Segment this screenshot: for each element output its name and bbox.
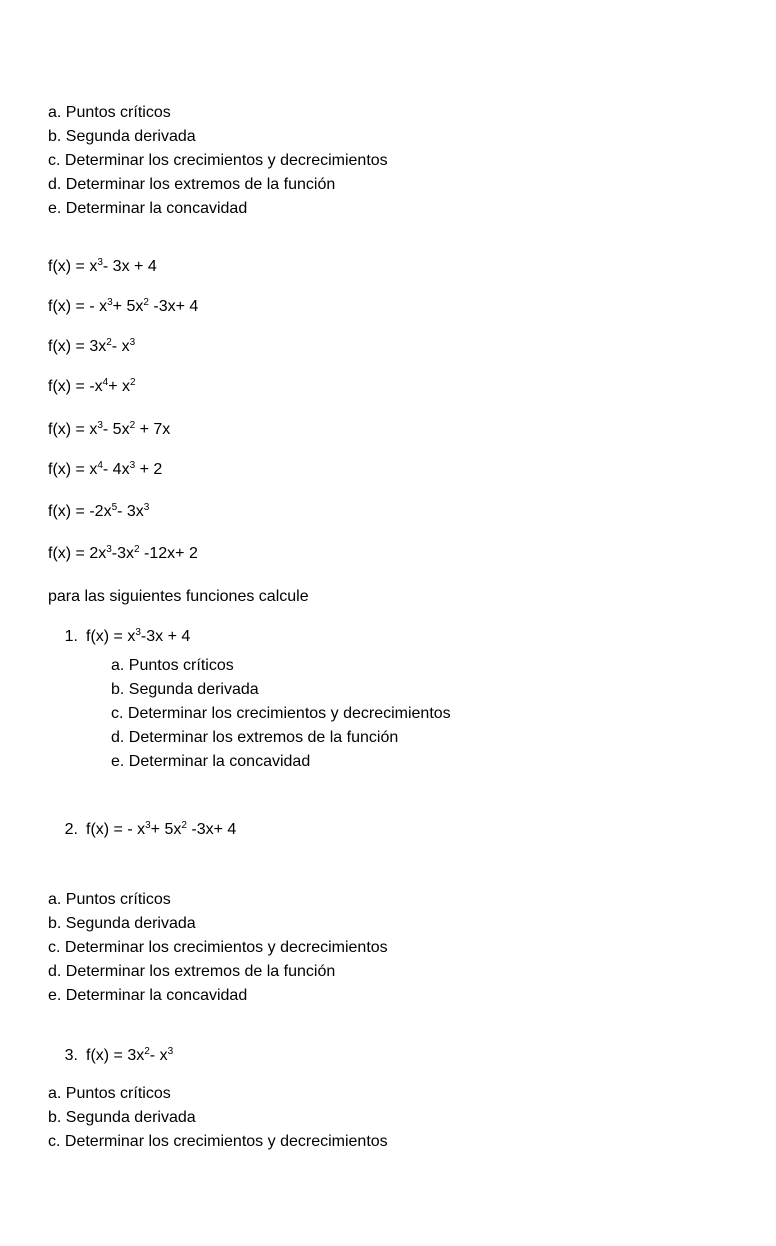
function-line: $f(x) = x^3-$ 3x + 4 <box>48 257 157 275</box>
function-line: $f(x) = 2x^3-3x^2$ -12x+ 2 <box>48 544 198 562</box>
task-item: a. Puntos críticos <box>48 104 171 121</box>
task-item: a. Puntos críticos <box>48 891 171 908</box>
task-item: a. Puntos críticos <box>48 1085 171 1102</box>
function-line: $f(x) = -2x^5-$ $3x^3$ <box>48 502 150 520</box>
list-number: 2. <box>64 821 78 838</box>
function-line: $f(x) = x^3-$ $5x^2 + 7x$ <box>48 420 171 438</box>
task-item: b. Segunda derivada <box>48 128 196 145</box>
task-item: d. Determinar los extremos de la función <box>111 729 399 746</box>
problem-1-tasks <box>111 654 756 774</box>
task-item: e. Determinar la concavidad <box>111 753 311 770</box>
problem-2-header: 2. f(x) = - $x^3+ 5x^2$ -3x+ 4 <box>48 820 236 840</box>
task-item: c. Determinar los crecimientos y decrecimientos <box>48 1133 388 1150</box>
task-item: e. Determinar la concavidad <box>48 987 248 1004</box>
problem-1-header: 1. $f(x) = x^3-3x + 4$ <box>48 627 190 647</box>
function-line: $f(x) = 3x^2-$ $x^3$ <box>48 337 136 355</box>
function-line: $f(x) = x^4-$ $4x^3 + 2$ <box>48 460 163 478</box>
task-item: a. Puntos críticos <box>111 657 234 674</box>
task-item: d. Determinar los extremos de la función <box>48 176 336 193</box>
task-list-top <box>48 101 756 221</box>
task-item: b. Segunda derivada <box>111 681 259 698</box>
list-number: 3. <box>64 1047 78 1064</box>
task-item: c. Determinar los crecimientos y decrecimientos <box>111 705 451 722</box>
task-item: d. Determinar los extremos de la función <box>48 963 336 980</box>
task-item: b. Segunda derivada <box>48 915 196 932</box>
problem-2-tasks <box>48 888 756 1008</box>
task-item: b. Segunda derivada <box>48 1109 196 1126</box>
function-line: $f(x) = -x^4+ x^2$ <box>48 377 136 395</box>
task-item: e. Determinar la concavidad <box>48 200 248 217</box>
problem-3-header: 3. $f(x) = 3x^2-$ $x^3$ <box>48 1046 173 1066</box>
list-number: 1. <box>64 628 78 645</box>
task-item: c. Determinar los crecimientos y decrecimientos <box>48 939 388 956</box>
function-line: f(x) = - $x^3+ 5x^2$ -3x+ 4 <box>48 297 199 315</box>
intro-text: para las siguientes funciones calcule <box>48 588 309 605</box>
task-item: c. Determinar los crecimientos y decrecimientos <box>48 152 388 169</box>
problem-3-tasks <box>48 1082 756 1154</box>
